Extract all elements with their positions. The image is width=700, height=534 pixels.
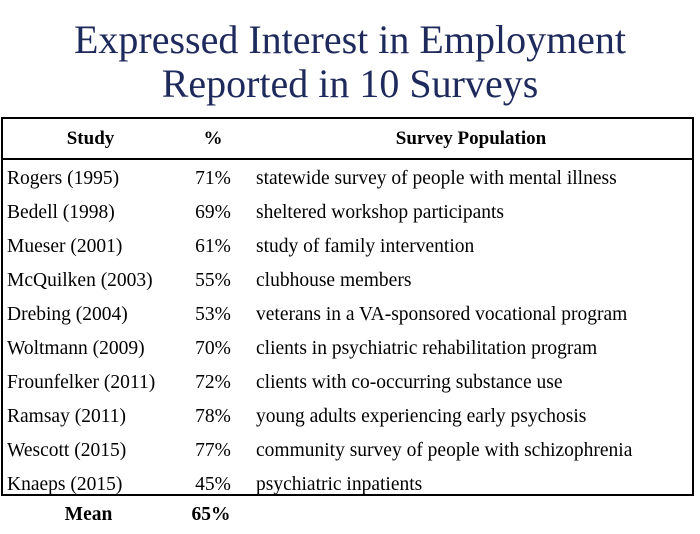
- cell-percent: 45%: [195, 474, 231, 495]
- cell-study: Wescott (2015): [7, 440, 127, 461]
- cell-survey-population: clients in psychiatric rehabilitation program: [256, 338, 598, 359]
- cell-survey-population: study of family intervention: [256, 236, 475, 257]
- cell-survey-population: psychiatric inpatients: [256, 474, 423, 495]
- cell-survey-population: young adults experiencing early psychosis: [256, 406, 587, 427]
- cell-percent: 72%: [195, 372, 231, 393]
- cell-study: Rogers (1995): [7, 168, 120, 189]
- mean-row: [1, 503, 694, 531]
- cell-study: Mueser (2001): [7, 236, 123, 257]
- cell-survey-population: clients with co-occurring substance use: [256, 372, 563, 393]
- title-line-1: Expressed Interest in Employment: [73, 17, 627, 62]
- cell-percent: 69%: [195, 202, 231, 223]
- survey-table: [1, 117, 694, 496]
- cell-study: Woltmann (2009): [7, 338, 145, 359]
- title-line-2: Reported in 10 Surveys: [161, 61, 539, 106]
- cell-survey-population: veterans in a VA-sponsored vocational program: [256, 304, 628, 325]
- mean-value: 65%: [191, 504, 231, 525]
- cell-survey-population: statewide survey of people with mental illness: [256, 168, 617, 189]
- page-title: [0, 18, 700, 106]
- header-study: Study: [66, 128, 115, 149]
- table-row: [3, 162, 692, 196]
- table-row: [3, 434, 692, 468]
- cell-study: Knaeps (2015): [7, 474, 123, 495]
- table-row: [3, 264, 692, 298]
- cell-study: Drebing (2004): [7, 304, 128, 325]
- header-survey-population: Survey Population: [395, 128, 547, 149]
- cell-study: Frounfelker (2011): [7, 372, 156, 393]
- cell-percent: 77%: [195, 440, 231, 461]
- cell-percent: 70%: [195, 338, 231, 359]
- table-header-row: [3, 119, 692, 160]
- cell-study: Ramsay (2011): [7, 406, 126, 427]
- cell-study: Bedell (1998): [7, 202, 115, 223]
- cell-percent: 71%: [195, 168, 231, 189]
- cell-survey-population: clubhouse members: [256, 270, 412, 291]
- cell-percent: 61%: [195, 236, 231, 257]
- table-row: [3, 298, 692, 332]
- cell-percent: 55%: [195, 270, 231, 291]
- table-row: [3, 400, 692, 434]
- table-row: [3, 230, 692, 264]
- cell-survey-population: sheltered workshop participants: [256, 202, 505, 223]
- header-percent: %: [203, 128, 223, 149]
- cell-survey-population: community survey of people with schizophrenia: [256, 440, 633, 461]
- table-row: [3, 366, 692, 400]
- mean-label: Mean: [64, 504, 113, 525]
- cell-study: McQuilken (2003): [7, 270, 153, 291]
- table-row: [3, 332, 692, 366]
- cell-percent: 78%: [195, 406, 231, 427]
- table-row: [3, 468, 692, 502]
- table-row: [3, 196, 692, 230]
- cell-percent: 53%: [195, 304, 231, 325]
